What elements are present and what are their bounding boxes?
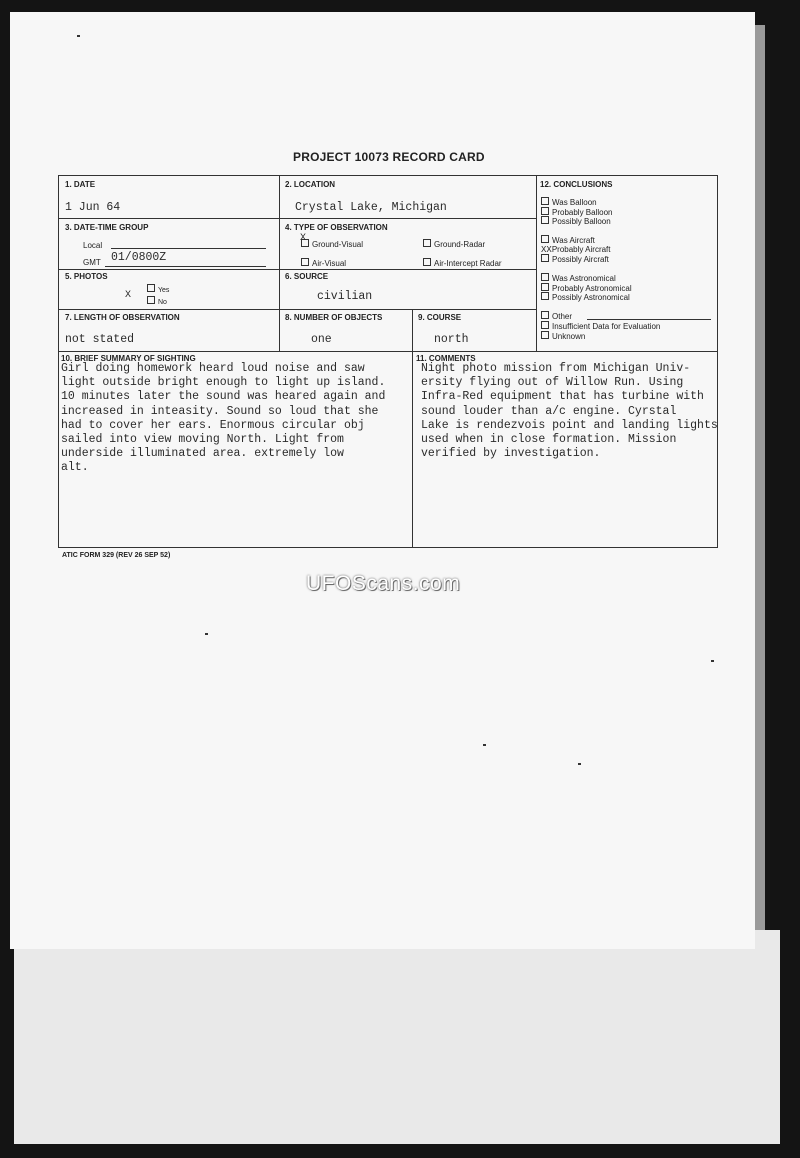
summary-line: had to cover her ears. Enormous circular obj [61, 418, 365, 432]
date-time-group-label: 3. DATE-TIME GROUP [65, 223, 149, 232]
summary-line: Girl doing homework heard loud noise and saw [61, 362, 365, 375]
date-value: 1 Jun 64 [65, 201, 121, 214]
conclusion-unknown[interactable] [541, 331, 585, 341]
possibly-balloon-checkbox[interactable] [541, 216, 549, 224]
possibly-astronomical-text: Possibly Astronomical [552, 293, 630, 302]
comments-line: sound louder than a/c engine. Cyrstal [421, 404, 677, 418]
summary-line: underside illuminated area. extremely low [61, 447, 344, 461]
possibly-aircraft-text: Possibly Aircraft [552, 255, 609, 264]
conclusions-label: 12. CONCLUSIONS [540, 180, 613, 189]
ground-radar-checkbox[interactable] [423, 239, 431, 247]
conclusion-possibly-balloon[interactable] [541, 216, 611, 226]
probably-balloon-checkbox[interactable] [541, 207, 549, 215]
probably-aircraft-text: Probably Aircraft [551, 245, 611, 254]
divider-v2 [536, 176, 537, 351]
gmt-underline [105, 266, 266, 267]
scan-speck [711, 660, 714, 662]
ground-radar-text: Ground-Radar [434, 240, 486, 249]
watermark: UFOScans.com [306, 572, 461, 595]
summary-line: light outside bright enough to light up island. [61, 376, 386, 390]
other-checkbox[interactable] [541, 311, 549, 319]
unknown-checkbox[interactable] [541, 331, 549, 339]
photos-no-mark: X [125, 290, 132, 301]
divider-h2 [59, 269, 536, 270]
comments-line: used when in close formation. Mission [421, 433, 677, 447]
ground-visual-mark: X [300, 233, 307, 244]
record-form [58, 175, 718, 548]
air-visual-option[interactable] [301, 258, 346, 268]
summary-line: sailed into view moving North. Light from [61, 433, 344, 447]
gmt-value: 01/0800Z [111, 251, 167, 264]
scan-speck [205, 633, 208, 635]
summary-line: increased in inteasity. Sound so loud that she [61, 404, 379, 418]
photos-no-option[interactable] [147, 296, 167, 306]
summary-label: 10. BRIEF SUMMARY OF SIGHTING [61, 354, 196, 363]
divider-h1 [59, 218, 536, 219]
background-sheet [14, 930, 780, 1144]
local-underline [111, 248, 266, 249]
length-value: not stated [65, 333, 135, 346]
photos-no-checkbox[interactable] [147, 296, 155, 304]
comments-line: ersity flying out of Willow Run. Using [421, 376, 684, 390]
divider-v3 [412, 309, 413, 547]
air-intercept-radar-checkbox[interactable] [423, 258, 431, 266]
summary-line: 10 minutes later the sound was heared again and [61, 390, 386, 404]
source-value: civilian [317, 290, 373, 303]
scan-speck [77, 35, 80, 37]
divider-h4 [59, 351, 717, 352]
probably-astronomical-checkbox[interactable] [541, 283, 549, 291]
conclusion-was-astronomical[interactable] [541, 273, 616, 283]
form-footer: ATIC FORM 329 (REV 26 SEP 52) [62, 552, 171, 559]
was-balloon-text: Was Balloon [552, 198, 597, 207]
probably-balloon-text: Probably Balloon [552, 208, 613, 217]
scan-speck [483, 744, 486, 746]
length-label: 7. LENGTH OF OBSERVATION [65, 313, 180, 322]
comments-line: Night photo mission from Michigan Univ- [421, 362, 691, 375]
conclusion-possibly-aircraft[interactable] [541, 254, 609, 264]
conclusion-possibly-astronomical[interactable] [541, 292, 630, 302]
photos-yes-option[interactable] [147, 284, 169, 294]
number-of-objects-value: one [311, 333, 332, 346]
course-label: 9. COURSE [418, 313, 462, 322]
other-text: Other [552, 312, 573, 321]
local-label: Local [83, 241, 103, 250]
comments-line: Infra-Red equipment that has turbine with [421, 390, 704, 404]
summary-text [61, 362, 385, 476]
ground-radar-option[interactable] [423, 239, 485, 249]
was-astronomical-text: Was Astronomical [552, 274, 616, 283]
scan-speck [578, 763, 581, 765]
divider-h3 [59, 309, 536, 310]
divider-v1 [279, 176, 280, 351]
summary-line: alt. [61, 461, 89, 475]
comments-label: 11. COMMENTS [416, 354, 476, 363]
card-title: PROJECT 10073 RECORD CARD [293, 150, 485, 164]
photos-no-text: No [158, 299, 167, 306]
probably-aircraft-mark: XX [541, 245, 552, 255]
photos-yes-text: Yes [158, 287, 170, 294]
possibly-astronomical-checkbox[interactable] [541, 292, 549, 300]
air-visual-checkbox[interactable] [301, 258, 309, 266]
ground-visual-text: Ground-Visual [312, 240, 363, 249]
possibly-aircraft-checkbox[interactable] [541, 254, 549, 262]
probably-astronomical-text: Probably Astronomical [552, 284, 632, 293]
comments-line: Lake is rendezvois point and landing lights [421, 418, 718, 432]
type-of-observation-label: 4. TYPE OF OBSERVATION [285, 223, 388, 232]
conclusion-was-aircraft[interactable] [541, 235, 595, 245]
comments-text [421, 362, 718, 461]
air-visual-text: Air-Visual [312, 259, 347, 268]
unknown-text: Unknown [552, 332, 586, 341]
was-aircraft-checkbox[interactable] [541, 235, 549, 243]
location-label: 2. LOCATION [285, 180, 336, 189]
was-balloon-checkbox[interactable] [541, 197, 549, 205]
date-label: 1. DATE [65, 180, 96, 189]
possibly-balloon-text: Possibly Balloon [552, 217, 611, 226]
photos-label: 5. PHOTOS [65, 272, 108, 281]
other-underline [587, 319, 711, 320]
location-value: Crystal Lake, Michigan [295, 201, 447, 214]
number-of-objects-label: 8. NUMBER OF OBJECTS [285, 313, 383, 322]
air-intercept-radar-text: Air-Intercept Radar [434, 259, 502, 268]
ground-visual-option[interactable] [301, 239, 363, 249]
conclusion-insufficient[interactable] [541, 321, 660, 331]
conclusion-was-balloon[interactable] [541, 197, 597, 207]
air-intercept-radar-option[interactable] [423, 258, 502, 268]
conclusion-other[interactable] [541, 311, 572, 321]
insufficient-checkbox[interactable] [541, 321, 549, 329]
was-astronomical-checkbox[interactable] [541, 273, 549, 281]
photos-yes-checkbox[interactable] [147, 284, 155, 292]
source-label: 6. SOURCE [285, 272, 329, 281]
was-aircraft-text: Was Aircraft [552, 236, 595, 245]
comments-line: verified by investigation. [421, 447, 601, 461]
insufficient-text: Insufficient Data for Evaluation [552, 322, 661, 331]
gmt-label: GMT [83, 258, 101, 267]
course-value: north [434, 333, 469, 346]
